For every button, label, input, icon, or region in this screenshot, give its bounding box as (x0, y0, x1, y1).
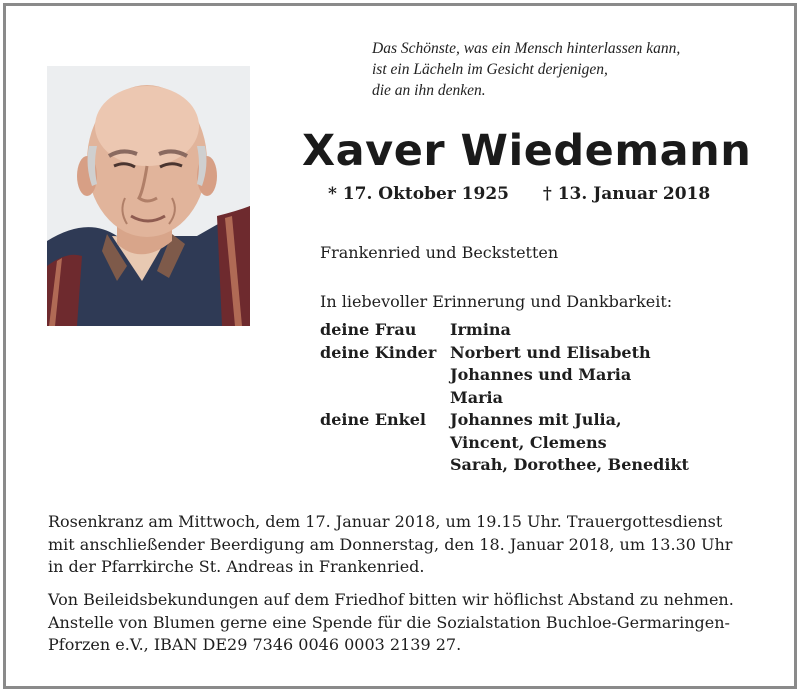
memorial-quote (372, 38, 772, 101)
mourner-names: Norbert und Elisabeth (450, 342, 651, 362)
birth-date: * 17. Oktober 1925 (328, 184, 509, 204)
hometown: Frankenried und Beckstetten (320, 243, 559, 262)
quote-line: Das Schönste, was ein Mensch hinterlassen kann, (372, 40, 681, 57)
quote-line: ist ein Lächeln im Gesicht derjenigen, (372, 61, 608, 78)
mourner-names: Maria (450, 387, 503, 407)
deceased-name: Xaver Wiedemann (302, 126, 752, 176)
mourner-names: Vincent, Clemens (450, 432, 607, 452)
relation-label: deine Kinder (320, 342, 437, 362)
mourner-names: Sarah, Dorothee, Benedikt (450, 455, 689, 474)
quote-line: die an ihn denken. (372, 82, 486, 99)
death-date: † 13. Januar 2018 (542, 184, 711, 204)
mourner-names: Johannes mit Julia, (450, 410, 622, 429)
donation-note (48, 589, 763, 657)
mourner-names: Johannes und Maria (450, 365, 632, 384)
service-details (48, 511, 763, 579)
relation-label: deine Frau (320, 320, 417, 339)
donation-line: Pforzen e.V., IBAN DE29 7346 0046 0003 2139 27. (48, 635, 462, 654)
life-dates (328, 184, 710, 204)
service-line: Rosenkranz am Mittwoch, dem 17. Januar 2018, um 19.15 Uhr. Trauergottesdienst (48, 512, 723, 531)
remembrance-intro: In liebevoller Erinnerung und Dankbarkeit: (320, 292, 673, 311)
relation-label: deine Enkel (320, 410, 426, 429)
portrait-illustration (47, 66, 250, 326)
donation-line: Anstelle von Blumen gerne eine Spende für die Sozialstation Buchloe-Germaringen- (48, 612, 730, 632)
service-line: in der Pfarrkirche St. Andreas in Frankenried. (48, 557, 425, 576)
service-line: mit anschließender Beerdigung am Donnerstag, den 18. Januar 2018, um 13.30 Uhr (48, 534, 733, 554)
mourner-names: Irmina (450, 320, 511, 339)
donation-line: Von Beileidsbekundungen auf dem Friedhof bitten wir höflichst Abstand zu nehmen. (48, 590, 734, 609)
portrait-photo (47, 66, 250, 326)
